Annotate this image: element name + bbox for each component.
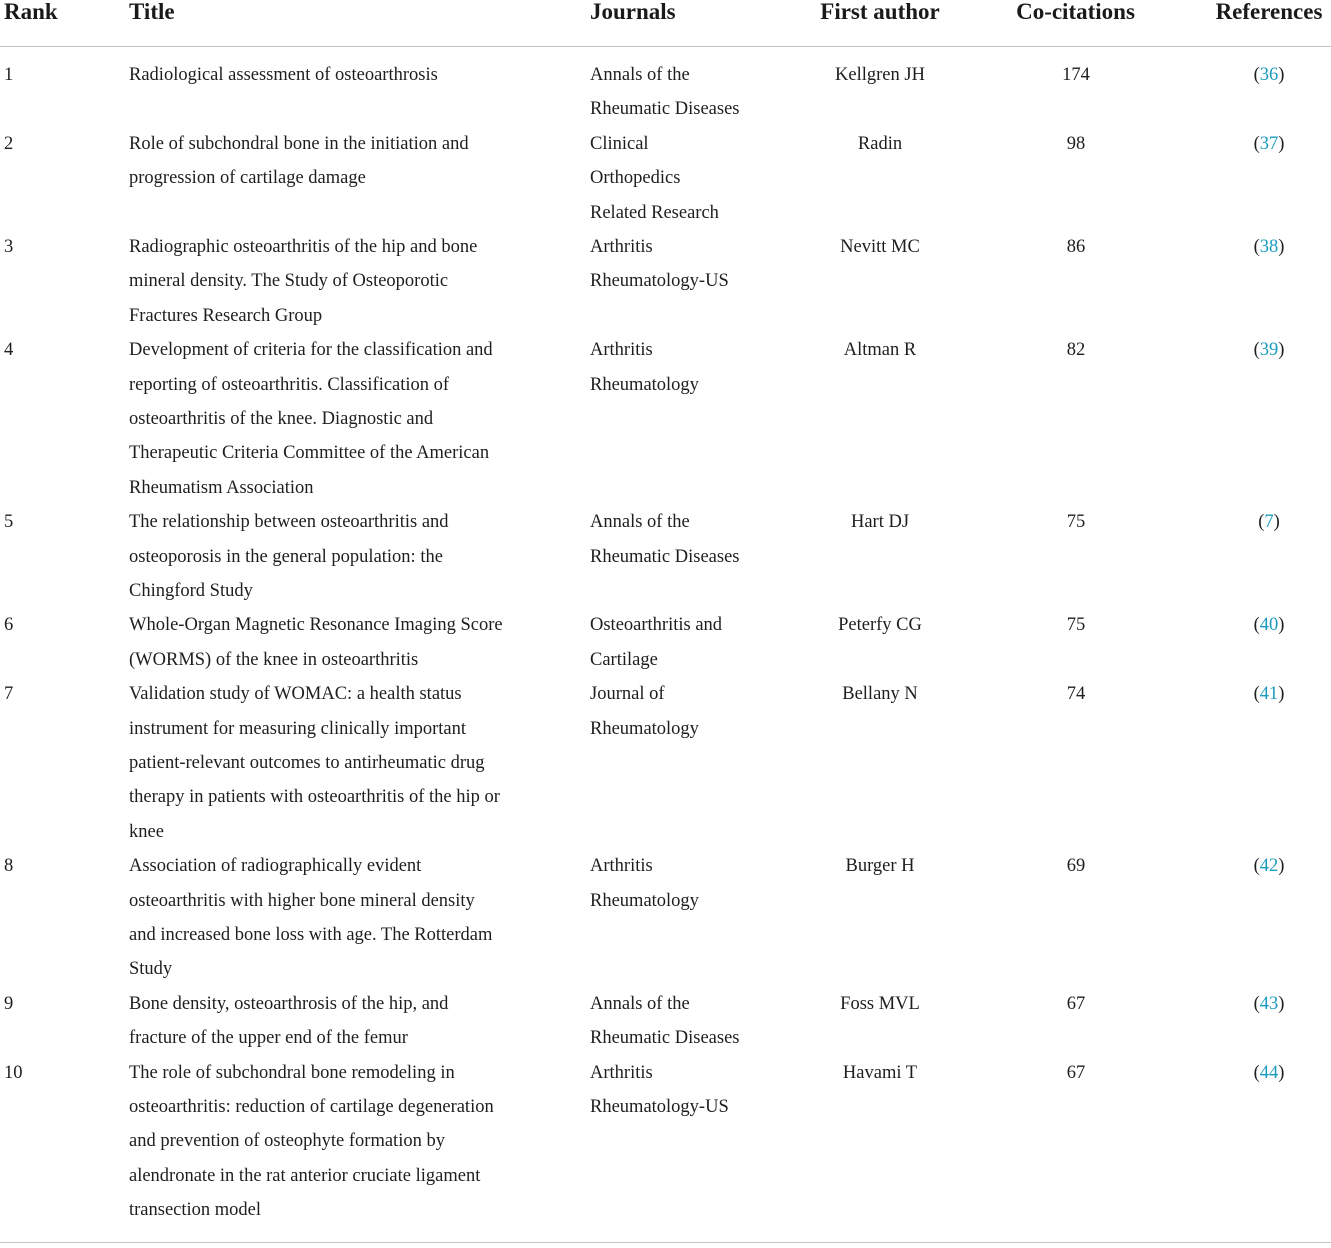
open-paren: (: [1253, 856, 1260, 877]
title-line: (WORMS) of the knee in osteoarthritis: [129, 649, 419, 670]
open-paren: (: [1253, 1062, 1260, 1083]
first-author-cell: Bellany N: [842, 684, 918, 705]
reference-link[interactable]: 40: [1259, 615, 1279, 636]
first-author-cell: Nevitt MC: [840, 236, 920, 257]
journal-line: Orthopedics: [590, 168, 681, 189]
reference-link[interactable]: 36: [1259, 65, 1279, 85]
reference-cell: [1209, 1056, 1329, 1090]
open-paren: (: [1253, 340, 1260, 361]
title-line: Fractures Research Group: [129, 305, 323, 326]
table-row: [0, 505, 1331, 608]
journal-cell: [590, 849, 790, 918]
first-author-cell: Radin: [857, 133, 903, 154]
journal-line: Rheumatology: [590, 374, 699, 395]
journal-cell: [590, 608, 790, 677]
rank-cell: 5: [4, 512, 14, 533]
reference-cell: [1209, 333, 1329, 367]
co-citations-cell: 75: [1066, 615, 1086, 636]
journal-line: Annals of the: [590, 65, 690, 85]
title-line: Association of radiographically evident: [129, 856, 422, 877]
title-line: The role of subchondral bone remodeling in: [129, 1062, 455, 1083]
title-line: Development of criteria for the classification and: [129, 340, 493, 361]
reference-link[interactable]: 41: [1259, 684, 1279, 705]
journal-line: Rheumatic Diseases: [590, 1028, 740, 1049]
first-author-cell: Peterfy CG: [838, 615, 922, 636]
journal-line: Rheumatology: [590, 718, 699, 739]
open-paren: (: [1253, 65, 1260, 85]
open-paren: (: [1253, 615, 1260, 636]
reference-cell: [1209, 987, 1329, 1021]
reference-cell: [1209, 127, 1329, 161]
title-line: and increased bone loss with age. The Rotterdam: [129, 924, 493, 945]
open-paren: (: [1253, 684, 1260, 705]
header-journals: Journals: [590, 0, 676, 24]
close-paren: ): [1278, 615, 1285, 636]
table-body: [0, 58, 1331, 1228]
close-paren: ): [1278, 65, 1285, 85]
title-line: alendronate in the rat anterior cruciate ligament: [129, 1165, 481, 1186]
title-line: transection model: [129, 1200, 262, 1221]
title-cell: [129, 230, 539, 333]
title-line: Rheumatism Association: [129, 477, 314, 498]
table-header: [0, 0, 1331, 47]
header-title: Title: [129, 0, 175, 24]
header-co-citations: Co-citations: [1016, 0, 1135, 24]
journal-line: Rheumatic Diseases: [590, 99, 740, 120]
header-references: References: [1215, 0, 1323, 24]
reference-link[interactable]: 7: [1264, 512, 1274, 533]
reference-link[interactable]: 37: [1259, 133, 1279, 154]
open-paren: (: [1253, 236, 1260, 257]
rank-cell: 3: [4, 236, 14, 257]
table-row: [0, 677, 1331, 849]
reference-cell: [1209, 849, 1329, 883]
title-line: Role of subchondral bone in the initiation and: [129, 133, 469, 154]
title-cell: [129, 58, 539, 92]
first-author-cell: Foss MVL: [840, 993, 920, 1014]
close-paren: ): [1278, 856, 1285, 877]
journal-cell: [590, 58, 790, 127]
journal-line: Cartilage: [590, 649, 658, 670]
journal-line: Arthritis: [590, 340, 653, 361]
reference-link[interactable]: 42: [1259, 856, 1279, 877]
journal-line: Arthritis: [590, 236, 653, 257]
title-line: Whole-Organ Magnetic Resonance Imaging Score: [129, 615, 503, 636]
title-line: osteoarthritis: reduction of cartilage degeneration: [129, 1096, 494, 1117]
first-author-cell: Burger H: [845, 856, 915, 877]
table-row: [0, 127, 1331, 230]
rank-cell: 2: [4, 133, 14, 154]
title-cell: [129, 677, 539, 849]
journal-cell: [590, 677, 790, 746]
journal-cell: [590, 333, 790, 402]
table-row: [0, 333, 1331, 505]
reference-cell: [1209, 677, 1329, 711]
title-line: mineral density. The Study of Osteoporotic: [129, 271, 449, 292]
title-line: knee: [129, 821, 164, 842]
journal-line: Rheumatic Diseases: [590, 546, 740, 567]
title-line: osteoarthritis with higher bone mineral density: [129, 890, 475, 911]
rank-cell: 7: [4, 684, 14, 705]
table-row: [0, 1056, 1331, 1228]
co-citations-cell: 69: [1066, 856, 1086, 877]
title-line: The relationship between osteoarthritis and: [129, 512, 449, 533]
first-author-cell: Hart DJ: [850, 512, 910, 533]
co-citations-cell: 75: [1066, 512, 1086, 533]
title-line: instrument for measuring clinically important: [129, 718, 467, 739]
reference-link[interactable]: 43: [1259, 993, 1279, 1014]
close-paren: ): [1273, 512, 1280, 533]
header-rank: Rank: [4, 0, 58, 24]
header-first-author: First author: [820, 0, 940, 24]
title-line: Validation study of WOMAC: a health status: [129, 684, 462, 705]
title-cell: [129, 849, 539, 987]
reference-link[interactable]: 38: [1259, 236, 1279, 257]
reference-link[interactable]: 39: [1259, 340, 1279, 361]
journal-line: Annals of the: [590, 993, 690, 1014]
journal-line: Arthritis: [590, 856, 653, 877]
co-citations-cell: 67: [1066, 993, 1086, 1014]
rank-cell: 9: [4, 993, 14, 1014]
title-line: fracture of the upper end of the femur: [129, 1028, 408, 1049]
table-row: [0, 608, 1331, 677]
journal-cell: [590, 505, 790, 574]
journal-cell: [590, 1056, 790, 1125]
first-author-cell: Kellgren JH: [835, 65, 925, 85]
co-citations-cell: 67: [1066, 1062, 1086, 1083]
journal-cell: [590, 127, 790, 230]
title-line: progression of cartilage damage: [129, 168, 366, 189]
reference-cell: [1209, 505, 1329, 539]
title-line: Chingford Study: [129, 580, 253, 601]
journal-line: Related Research: [590, 202, 719, 223]
reference-cell: [1209, 230, 1329, 264]
title-cell: [129, 608, 539, 677]
first-author-cell: Altman R: [843, 340, 917, 361]
co-citations-cell: 98: [1066, 133, 1086, 154]
reference-cell: [1209, 58, 1329, 92]
reference-link[interactable]: 44: [1259, 1062, 1279, 1083]
co-citations-cell: 82: [1066, 340, 1086, 361]
rank-cell: 1: [4, 65, 14, 85]
open-paren: (: [1253, 133, 1260, 154]
journal-cell: [590, 230, 790, 299]
open-paren: (: [1253, 993, 1260, 1014]
table-row: [0, 230, 1331, 333]
table-row: [0, 987, 1331, 1056]
co-citations-cell: 86: [1066, 236, 1086, 257]
journal-line: Rheumatology: [590, 890, 699, 911]
close-paren: ): [1278, 236, 1285, 257]
reference-cell: [1209, 608, 1329, 642]
journal-line: Rheumatology-US: [590, 271, 729, 292]
title-line: Radiological assessment of osteoarthrosis: [129, 65, 438, 85]
title-cell: [129, 127, 539, 196]
title-line: therapy in patients with osteoarthritis of the hip or: [129, 787, 500, 808]
close-paren: ): [1278, 340, 1285, 361]
title-line: Therapeutic Criteria Committee of the American: [129, 443, 490, 464]
title-line: Radiographic osteoarthritis of the hip and bone: [129, 236, 478, 257]
rank-cell: 4: [4, 340, 14, 361]
table-bottom-rule: [0, 1242, 1331, 1243]
journal-line: Arthritis: [590, 1062, 653, 1083]
table-row: [0, 58, 1331, 127]
first-author-cell: Havami T: [842, 1062, 918, 1083]
close-paren: ): [1278, 133, 1285, 154]
title-cell: [129, 987, 539, 1056]
close-paren: ): [1278, 1062, 1285, 1083]
rank-cell: 6: [4, 615, 14, 636]
journal-line: Annals of the: [590, 512, 690, 533]
co-citations-cell: 174: [1062, 65, 1090, 85]
co-citations-cell: 74: [1066, 684, 1086, 705]
rank-cell: 10: [4, 1062, 23, 1083]
table-row: [0, 849, 1331, 987]
title-cell: [129, 1056, 539, 1228]
title-line: osteoporosis in the general population: the: [129, 546, 443, 567]
title-cell: [129, 333, 539, 505]
title-line: reporting of osteoarthritis. Classification of: [129, 374, 450, 395]
journal-line: Osteoarthritis and: [590, 615, 723, 636]
title-line: and prevention of osteophyte formation by: [129, 1131, 445, 1152]
close-paren: ): [1278, 993, 1285, 1014]
rank-cell: 8: [4, 856, 14, 877]
title-line: osteoarthritis of the knee. Diagnostic and: [129, 408, 434, 429]
title-line: patient-relevant outcomes to antirheumatic drug: [129, 752, 485, 773]
title-line: Study: [129, 959, 173, 980]
journal-line: Clinical: [590, 133, 649, 154]
journal-cell: [590, 987, 790, 1056]
close-paren: ): [1278, 684, 1285, 705]
journal-line: Journal of: [590, 684, 665, 705]
open-paren: (: [1258, 512, 1265, 533]
journal-line: Rheumatology-US: [590, 1096, 729, 1117]
title-cell: [129, 505, 539, 608]
title-line: Bone density, osteoarthrosis of the hip, and: [129, 993, 449, 1014]
